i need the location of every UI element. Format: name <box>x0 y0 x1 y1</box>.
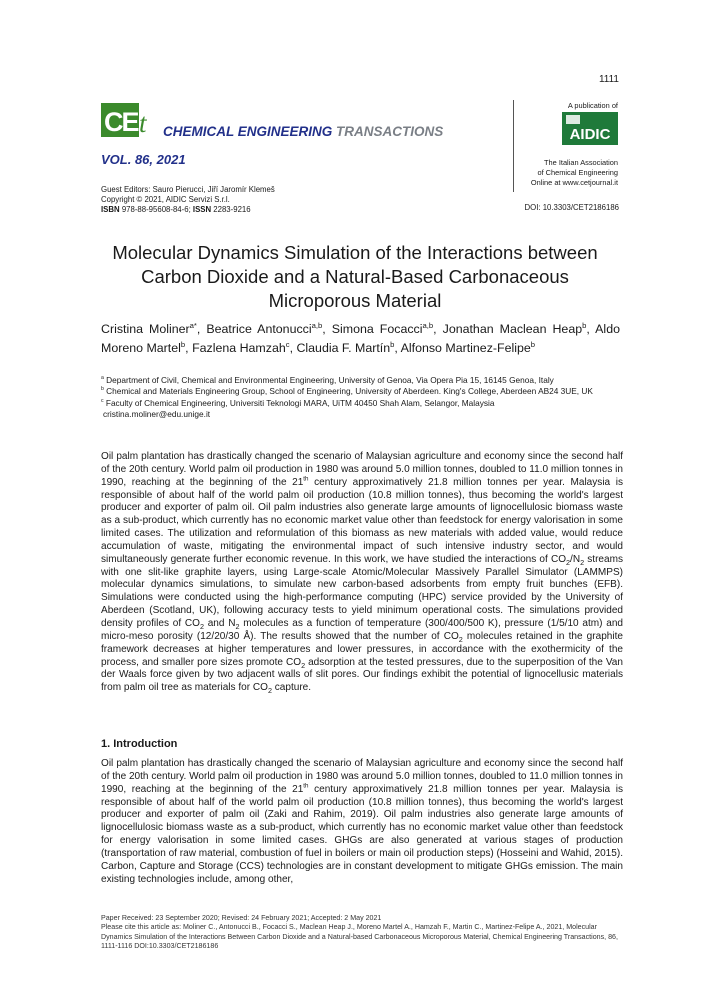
header-divider <box>513 100 514 192</box>
subscript: 2 <box>199 621 204 631</box>
received-dates: Paper Received: 23 September 2020; Revised: 24 February 2021; Accepted: 2 May 2021 <box>101 914 382 922</box>
author-name: Fazlena Hamzah <box>192 340 286 355</box>
citation: Please cite this article as: Moliner C., Antonucci B., Focacci S., Maclean Heap J., Moreno Martel A., Hamzah F., Martin C., Martinez-Felipe A., 2021, Molecular Dynamics Simulation of the Interactions Between Carbon Dioxide and a Natural-based Carbonaceous Microporous Material, Chemical Engineering Transactions, 86, 1111-1116 DOI:10.3303/CET2186186 <box>101 923 618 951</box>
paper-title <box>95 241 615 313</box>
doi-label: DOI: 10.3303/CET2186186 <box>524 203 619 212</box>
superscript: th <box>303 475 309 483</box>
introduction-text: Oil palm plantation has drastically changed the scenario of Malaysian agriculture and economy since the second half of the 20th century. World palm oil production in 1980 was around 5.0 million tonnes, doubled to 11.0 million tonnes in 1990, reaching at the beginning of the 21 <box>101 758 623 795</box>
isbn-value: 978-88-95608-84-6 <box>121 205 189 215</box>
author-name: Alfonso Martinez-Felipe <box>400 340 531 355</box>
author <box>401 341 535 355</box>
journal-name <box>163 124 443 139</box>
author <box>443 322 587 336</box>
subscript: 2 <box>458 634 463 644</box>
abstract-text: /N <box>570 553 581 565</box>
guest-editors-names: Sauro Pierucci, Jiří Jaromír Klemeš <box>152 185 275 194</box>
page-number: 1111 <box>598 74 619 85</box>
affiliation-marker: b <box>101 386 104 393</box>
affiliation-item <box>101 375 623 386</box>
association-line-3: Online at www.cetjournal.it <box>530 178 618 187</box>
author-name: Simona Focacci <box>331 322 423 336</box>
issn-label: ISSN <box>192 205 212 215</box>
author <box>206 322 322 336</box>
copyright-line: Copyright © 2021, AIDIC Servizi S.r.l. <box>101 195 230 205</box>
title-line-3: Microporous Material <box>268 290 442 311</box>
abstract-text: adsorption at the tested pressures, due to the superposition of the Van der Waals force given by two adjacent walls of slit pores. Our findings exhibit the potential of lignocellusic materials from palm oil tree as materials for CO <box>101 656 623 694</box>
cet-journal-logo <box>101 103 159 137</box>
abstract-text: century approximatively 21.8 million tonnes per year. Malaysia is responsible of about half of the world palm oil production (10.8 million tonnes), thus becoming the world's largest producer and exporter of palm oil. Oil palm industries also generate large amounts of lignocellulosic biomass waste as a sub-product, which currently has no economic market value other than feedstock for energy valorisation in some limited cases. The utilization and reformulation of this biomass as new materials with added value, would reduce accumulation of waste, mitigating the environmental impact of such intensive industry sector, and would simultaneously generate further economic revenue. In this work, we have studied the interactions of CO <box>101 476 623 565</box>
issn-value: 2283-9216 <box>213 205 251 215</box>
publication-of-label: A publication of <box>567 101 618 110</box>
subscript: 2 <box>235 621 240 631</box>
subscript: 2 <box>301 660 306 670</box>
isbn-label: ISBN <box>101 205 120 215</box>
affiliation-text: Faculty of Chemical Engineering, Universiti Teknologi MARA, UiTM 40450 Shah Alam, Selangor, Malaysia <box>105 397 495 408</box>
author <box>296 341 394 355</box>
affiliations <box>101 375 623 421</box>
author-name: Claudia F. Martín <box>296 340 391 355</box>
abstract-text: molecules retained in the graphite framework decreases at higher temperatures and lower pressures, in accordance with the exothermicity of the process, and smaller pore sizes promote CO <box>101 630 623 668</box>
author-name: Cristina Moliner <box>101 322 190 336</box>
author-affiliation-marker: b <box>390 339 395 349</box>
isbn-issn-line: ISBN 978-88-95608-84-6; ISSN 2283-9216 <box>101 205 251 215</box>
affiliation-marker: c <box>101 398 104 405</box>
author-affiliation-marker: b <box>180 339 186 349</box>
introduction-text: century approximatively 21.8 million tonnes per year. Malaysia is responsible of about half of the world palm oil production (10.8 million tonnes), thus becoming the world's largest producer and exporter of palm oil (Zaki and Rahim, 2019). Oil palm industries also generate large amounts of lignocellulosic biomass waste as a sub-product, which currently has no economic market value other than feedstock for energy valorisation in some limited cases. GHGs are also generated at various stages of production (transportation of raw material, combustion of fuel in boilers or main oil production steps) (Hosseini and Wahid, 2015). Carbon, Capture and Storage (CCS) technologies are in constant development to mitigate GHGs emission. The main existing technologies include, among other, <box>101 783 623 885</box>
abstract-text: and N <box>203 617 236 629</box>
affiliation-item <box>101 398 623 409</box>
journal-name-transactions: TRANSACTIONS <box>336 124 444 139</box>
aidic-logo <box>562 112 618 145</box>
abstract-text: streams with one slit-like graphite layers, using Large-scale Atomic/Molecular Massively Parallel Simulator (LAMMPS) molecular dynamics simulations, to simulate new carbon-based adsorbents from empty fruit bunches (EFB). Simulations were conducted using the high-performance computing (HPC) service provided by the University of Aberdeen (Scotland, UK), following accuracy tests to yield minimum operational costs. The simulations provided density profiles of CO <box>101 553 623 629</box>
page-footer <box>101 914 623 952</box>
author-affiliation-marker: a,b <box>311 320 323 330</box>
section-heading-introduction: 1. Introduction <box>101 738 178 750</box>
guest-editors-line <box>101 185 275 195</box>
association-line-1: The Italian Association <box>544 158 618 167</box>
author-affiliation-marker: a,b <box>422 320 434 330</box>
guest-editors-label: Guest Editors: <box>101 185 153 194</box>
abstract-text: molecules as a function of temperature (300/400/500 K), pressure (1/5/10 atm) and micro-meso porosity (12/20/30 Å). The results showed that the number of CO <box>101 617 623 642</box>
author <box>332 322 433 336</box>
author-affiliation-marker: b <box>582 320 587 330</box>
author <box>101 322 197 336</box>
author <box>192 341 290 355</box>
aidic-logo-emblem <box>566 115 580 124</box>
author-name: Beatrice Antonucci <box>206 322 312 336</box>
affiliation-text: Chemical and Materials Engineering Group, School of Engineering, University of Aberdeen. King's College, Aberdeen AB24 3UE, UK <box>106 386 593 397</box>
aidic-logo-text: AIDIC <box>569 126 611 143</box>
volume-label: VOL. 86, 2021 <box>101 152 186 167</box>
author-name: Jonathan Maclean Heap <box>442 322 583 336</box>
subscript: 2 <box>566 557 571 567</box>
author-affiliation-marker: b <box>530 339 536 349</box>
title-line-2: Carbon Dioxide and a Natural-Based Carbonaceous <box>141 266 569 287</box>
author-list: Cristina Moliner$^{a*}$, Beatrice Antonucci$^{a,b}$, Simona Focacci$^{a,b}$, Jonathan Maclean Heap$^b$, Aldo Moreno Martel$^b$, Fazlena Hamzah$^c$, Claudia F. Martín$^b$, Alfonso Martinez-Felipe$^b$ <box>101 320 620 355</box>
subscript: 2 <box>580 557 585 567</box>
association-line-2: of Chemical Engineering <box>537 168 618 177</box>
author-affiliation-marker: c <box>285 339 290 349</box>
affiliation-text: Department of Civil, Chemical and Environmental Engineering, University of Genoa, Via Opera Pia 15, 16145 Genoa, Italy <box>106 375 554 385</box>
editorial-info <box>101 185 275 216</box>
affiliation-item <box>101 386 623 397</box>
journal-name-chemical-engineering: CHEMICAL ENGINEERING <box>163 124 333 139</box>
superscript: th <box>303 782 309 790</box>
abstract-text: Oil palm plantation has drastically changed the scenario of Malaysian agriculture and economy since the second half of the 20th century. World palm oil production in 1980 was around 5.0 million tonnes, doubled to 11.0 million tonnes in 1990, reaching at the beginning of the 21 <box>101 451 623 488</box>
abstract <box>101 451 623 695</box>
corresponding-email[interactable]: cristina.moliner@edu.unige.it <box>103 409 211 420</box>
author-affiliation-marker: a* <box>189 320 197 330</box>
cet-logo-letters: CE <box>104 107 138 137</box>
cet-logo-t: t <box>139 108 147 137</box>
author-name: Aldo Moreno Martel <box>101 322 620 355</box>
abstract-text: capture. <box>271 682 312 694</box>
affiliation-marker: a <box>101 375 104 382</box>
subscript: 2 <box>267 686 272 696</box>
title-line-1: Molecular Dynamics Simulation of the Interactions between <box>112 242 598 263</box>
introduction-paragraph <box>101 758 623 886</box>
